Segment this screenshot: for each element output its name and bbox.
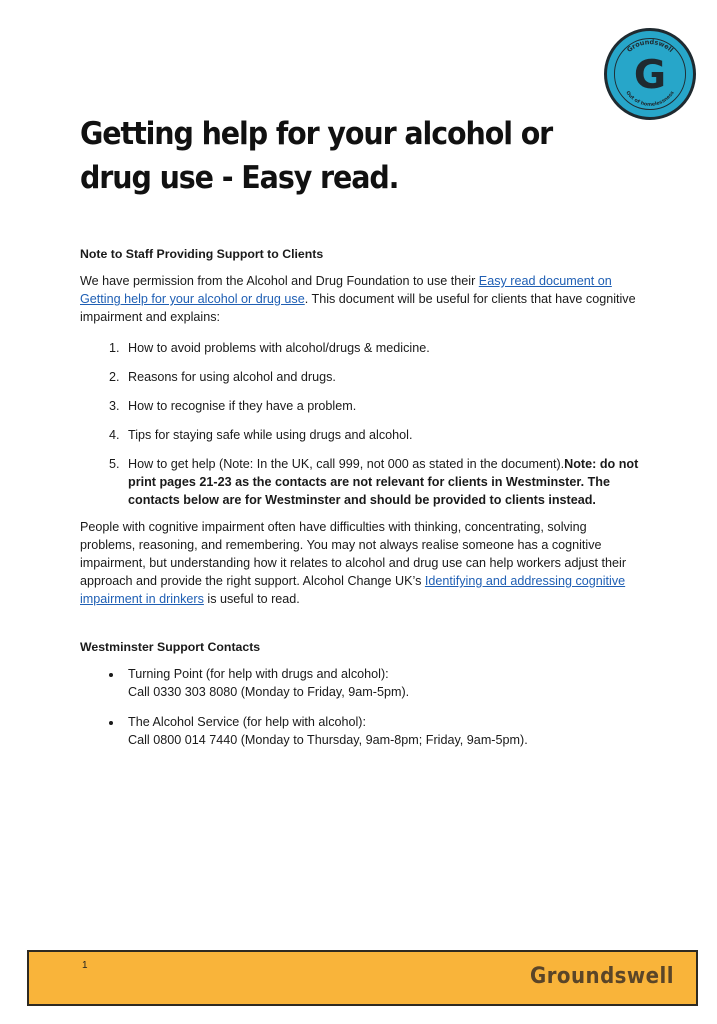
intro-text-after-link: . This document will be useful for clients that have cognitive impairment and explains: bbox=[80, 292, 636, 324]
easy-read-document-link[interactable]: Easy read document on Getting help for your alcohol or drug use bbox=[80, 274, 612, 306]
logo-letter: G bbox=[633, 53, 667, 99]
footer-brand: Groundswell bbox=[529, 964, 674, 989]
get-help-text: How to get help (Note: In the UK, call 999, not 000 as stated in the document). bbox=[128, 457, 565, 471]
contact-name: The Alcohol Service (for help with alcohol): bbox=[128, 715, 366, 729]
contact-name: Turning Point (for help with drugs and alcohol): bbox=[128, 667, 389, 681]
page-number: 1 bbox=[82, 960, 88, 971]
groundswell-g-logo-icon bbox=[607, 31, 693, 117]
list-item: 3. How to recognise if they have a problem. bbox=[123, 397, 645, 415]
staff-note-intro bbox=[80, 272, 645, 326]
cognitive-text-after-link: is useful to read. bbox=[203, 592, 300, 606]
contact-detail: Call 0330 303 8080 (Monday to Friday, 9am-5pm). bbox=[128, 685, 410, 699]
logo-ring-text-top: Groundswell bbox=[625, 38, 675, 54]
topics-list bbox=[80, 339, 645, 509]
list-item: 2. Reasons for using alcohol and drugs. bbox=[123, 368, 645, 386]
contacts-heading: Westminster Support Contacts bbox=[80, 640, 261, 654]
cognitive-impairment-paragraph bbox=[80, 518, 645, 608]
staff-note-heading: Note to Staff Providing Support to Clients bbox=[80, 247, 324, 261]
print-note: Note: do not print pages 21-23 as the contacts are not relevant for clients in Westminster. The contacts below are for Westminster and should be provided to clients instead. bbox=[128, 457, 639, 507]
document-body bbox=[80, 245, 645, 761]
page-title: Getting help for your alcohol or drug use - Easy read. bbox=[80, 116, 553, 196]
list-item-get-help bbox=[123, 455, 645, 509]
intro-text: We have permission from the Alcohol and Drug Foundation to use their bbox=[80, 274, 479, 288]
cognitive-impairment-link[interactable]: Identifying and addressing cognitive impairment in drinkers bbox=[80, 574, 626, 606]
groundswell-logo bbox=[604, 28, 696, 120]
list-item: 1. How to avoid problems with alcohol/drugs & medicine. bbox=[123, 339, 645, 357]
contact-detail: Call 0800 014 7440 (Monday to Thursday, 9am-8pm; Friday, 9am-5pm). bbox=[128, 733, 528, 747]
logo-ring-text-bottom: Out of homelessness bbox=[624, 90, 676, 108]
contact-item bbox=[123, 665, 645, 701]
list-item: 4. Tips for staying safe while using drugs and alcohol. bbox=[123, 426, 645, 444]
cognitive-text: People with cognitive impairment often have difficulties with thinking, concentrating, solving problems, reasoning, and remembering. You may not always realise someone has a cognitive impairment, but understanding how it relates to alcohol and drug use can help workers adjust their approach and provide the right support. Alcohol Change UK’s bbox=[80, 520, 627, 588]
footer-bar bbox=[27, 950, 698, 1006]
contact-item bbox=[123, 713, 645, 749]
contacts-list bbox=[80, 665, 645, 749]
